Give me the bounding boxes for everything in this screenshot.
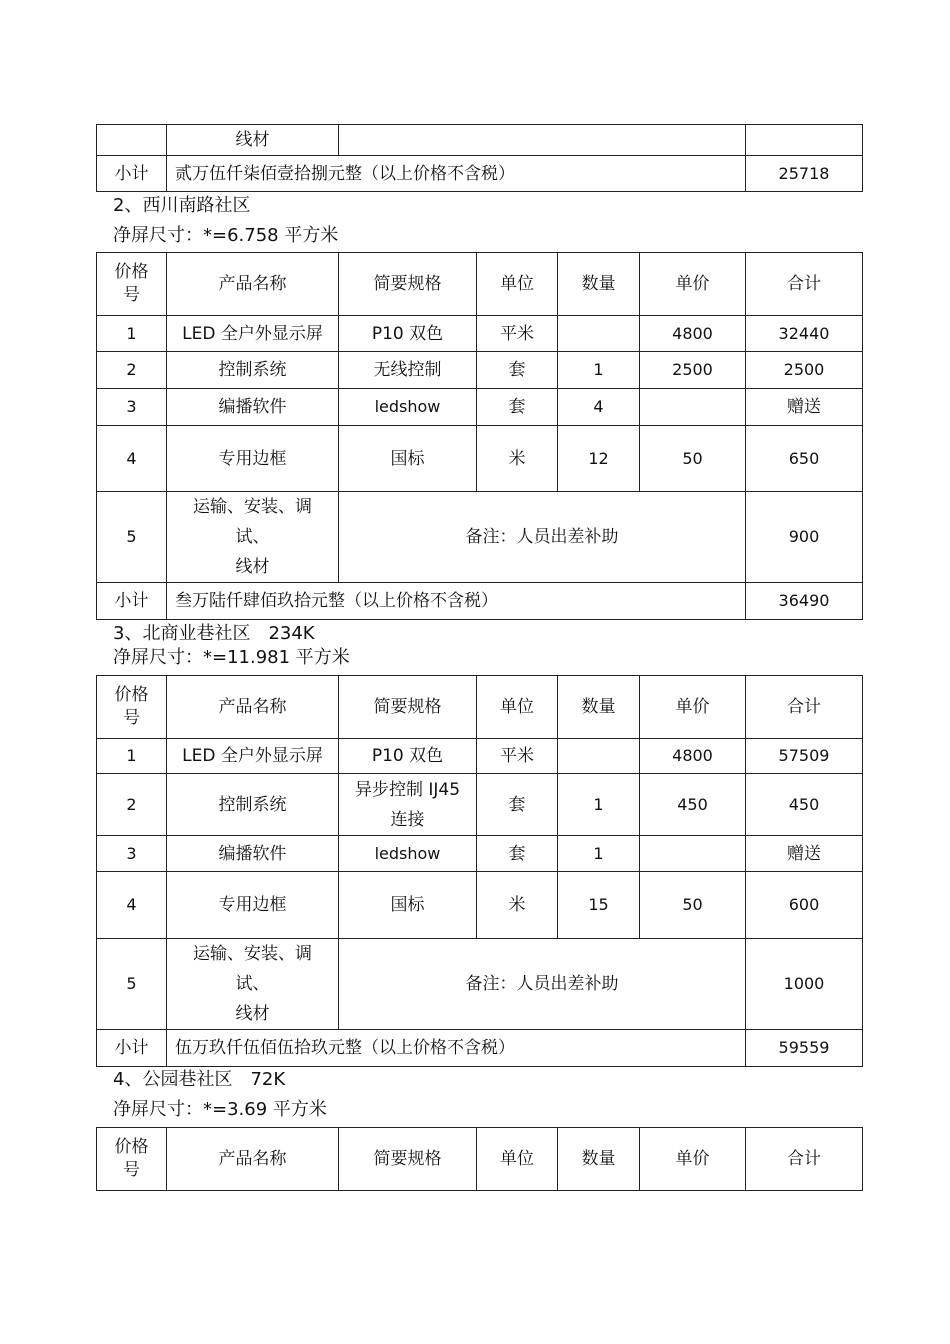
cell-spec: ledshow bbox=[339, 836, 477, 872]
cell-total: 1000 bbox=[746, 939, 863, 1030]
cell-spec: ledshow bbox=[339, 389, 477, 426]
cell-unit: 米 bbox=[477, 426, 558, 492]
subtotal-row bbox=[97, 583, 863, 620]
subtotal-text: 贰万伍仟柒佰壹拾捌元整（以上价格不含税） bbox=[167, 156, 746, 192]
cell-price: 50 bbox=[640, 426, 746, 492]
subtotal-label: 小计 bbox=[97, 1030, 167, 1067]
cell-price: 4800 bbox=[640, 316, 746, 352]
header-no: 价格 号 bbox=[97, 253, 167, 316]
cell-spec: 国标 bbox=[339, 426, 477, 492]
cell-qty bbox=[558, 316, 640, 352]
header-unit: 单位 bbox=[477, 1128, 558, 1191]
cell-total: 650 bbox=[746, 426, 863, 492]
header-price: 单价 bbox=[640, 253, 746, 316]
header-total: 合计 bbox=[746, 1128, 863, 1191]
quote-table bbox=[96, 252, 863, 620]
table-row bbox=[97, 774, 863, 836]
cell-no: 3 bbox=[97, 836, 167, 872]
cell-qty: 1 bbox=[558, 836, 640, 872]
header-spec: 简要规格 bbox=[339, 676, 477, 739]
header-spec: 简要规格 bbox=[339, 253, 477, 316]
header-qty: 数量 bbox=[558, 1128, 640, 1191]
service-note: 备注：人员出差补助 bbox=[339, 492, 746, 583]
cell-unit: 套 bbox=[477, 836, 558, 872]
cell-price: 50 bbox=[640, 872, 746, 939]
header-no: 价格 号 bbox=[97, 676, 167, 739]
subtotal-row bbox=[97, 1030, 863, 1067]
subtotal-label: 小计 bbox=[97, 583, 167, 620]
header-price: 单价 bbox=[640, 1128, 746, 1191]
subtotal-text: 叁万陆仟肆佰玖拾元整（以上价格不含税） bbox=[167, 583, 746, 620]
cell-unit: 平米 bbox=[477, 316, 558, 352]
cell-qty bbox=[558, 739, 640, 774]
cell-total: 赠送 bbox=[746, 836, 863, 872]
cell-unit: 米 bbox=[477, 872, 558, 939]
cell-no: 4 bbox=[97, 872, 167, 939]
header-name: 产品名称 bbox=[167, 253, 339, 316]
table-row bbox=[97, 316, 863, 352]
cell-spec: P10 双色 bbox=[339, 316, 477, 352]
header-no: 价格 号 bbox=[97, 1128, 167, 1191]
table-row-service bbox=[97, 939, 863, 1030]
screen-size: 净屏尺寸：*=11.981 平方米 bbox=[113, 647, 350, 668]
cell-spec: P10 双色 bbox=[339, 739, 477, 774]
cell-unit: 套 bbox=[477, 352, 558, 389]
cell-price: 4800 bbox=[640, 739, 746, 774]
cell-spec: 无线控制 bbox=[339, 352, 477, 389]
table-row bbox=[97, 872, 863, 939]
subtotal-value: 36490 bbox=[746, 583, 863, 620]
section-title: 4、公园巷社区 72K bbox=[113, 1069, 286, 1090]
cell-name: 编播软件 bbox=[167, 836, 339, 872]
cell-no: 2 bbox=[97, 352, 167, 389]
header-name: 产品名称 bbox=[167, 676, 339, 739]
cell-total: 32440 bbox=[746, 316, 863, 352]
table-row-service bbox=[97, 492, 863, 583]
quote-table-continued bbox=[96, 124, 863, 192]
cell-no: 5 bbox=[97, 939, 167, 1030]
cell-no: 5 bbox=[97, 492, 167, 583]
cell-spec: 国标 bbox=[339, 872, 477, 939]
cell-total: 450 bbox=[746, 774, 863, 836]
service-note: 备注：人员出差补助 bbox=[339, 939, 746, 1030]
cell-qty: 4 bbox=[558, 389, 640, 426]
header-total: 合计 bbox=[746, 253, 863, 316]
cell-name: 专用边框 bbox=[167, 426, 339, 492]
cell-no: 2 bbox=[97, 774, 167, 836]
header-unit: 单位 bbox=[477, 253, 558, 316]
cell-total: 57509 bbox=[746, 739, 863, 774]
cell-no: 3 bbox=[97, 389, 167, 426]
header-price: 单价 bbox=[640, 676, 746, 739]
cell-name: 专用边框 bbox=[167, 872, 339, 939]
cell-spec: 异步控制 IJ45 连接 bbox=[339, 774, 477, 836]
continued-item-cell: 线材 bbox=[167, 125, 339, 156]
header-spec: 简要规格 bbox=[339, 1128, 477, 1191]
subtotal-value: 25718 bbox=[746, 156, 863, 192]
cell-qty: 1 bbox=[558, 352, 640, 389]
screen-size: 净屏尺寸：*=6.758 平方米 bbox=[113, 225, 339, 246]
cell-total: 2500 bbox=[746, 352, 863, 389]
table-row bbox=[97, 389, 863, 426]
cell-name: LED 全户外显示屏 bbox=[167, 739, 339, 774]
table-row bbox=[97, 836, 863, 872]
cell-price: 450 bbox=[640, 774, 746, 836]
table-row bbox=[97, 352, 863, 389]
cell-total: 赠送 bbox=[746, 389, 863, 426]
cell-name: 运输、安装、调 试、 线材 bbox=[167, 492, 339, 583]
cell-price: 2500 bbox=[640, 352, 746, 389]
header-unit: 单位 bbox=[477, 676, 558, 739]
header-qty: 数量 bbox=[558, 676, 640, 739]
table-row bbox=[97, 426, 863, 492]
cell-name: 控制系统 bbox=[167, 352, 339, 389]
cell-name: 运输、安装、调 试、 线材 bbox=[167, 939, 339, 1030]
cell-name: LED 全户外显示屏 bbox=[167, 316, 339, 352]
cell-name: 控制系统 bbox=[167, 774, 339, 836]
subtotal-value: 59559 bbox=[746, 1030, 863, 1067]
table-row bbox=[97, 739, 863, 774]
subtotal-text: 伍万玖仟伍佰伍拾玖元整（以上价格不含税） bbox=[167, 1030, 746, 1067]
cell-no: 4 bbox=[97, 426, 167, 492]
quote-table bbox=[96, 1127, 863, 1191]
cell-qty: 1 bbox=[558, 774, 640, 836]
cell-price bbox=[640, 389, 746, 426]
cell-no: 1 bbox=[97, 739, 167, 774]
section-title: 3、北商业巷社区 234K bbox=[113, 623, 315, 644]
cell-total: 600 bbox=[746, 872, 863, 939]
cell-unit: 平米 bbox=[477, 739, 558, 774]
cell-qty: 15 bbox=[558, 872, 640, 939]
cell-unit: 套 bbox=[477, 389, 558, 426]
header-total: 合计 bbox=[746, 676, 863, 739]
header-name: 产品名称 bbox=[167, 1128, 339, 1191]
section-title: 2、西川南路社区 bbox=[113, 195, 251, 216]
cell-qty: 12 bbox=[558, 426, 640, 492]
cell-name: 编播软件 bbox=[167, 389, 339, 426]
cell-no: 1 bbox=[97, 316, 167, 352]
subtotal-label: 小计 bbox=[97, 156, 167, 192]
header-qty: 数量 bbox=[558, 253, 640, 316]
cell-total: 900 bbox=[746, 492, 863, 583]
quote-table bbox=[96, 675, 863, 1067]
cell-unit: 套 bbox=[477, 774, 558, 836]
cell-price bbox=[640, 836, 746, 872]
screen-size: 净屏尺寸：*=3.69 平方米 bbox=[113, 1099, 327, 1120]
